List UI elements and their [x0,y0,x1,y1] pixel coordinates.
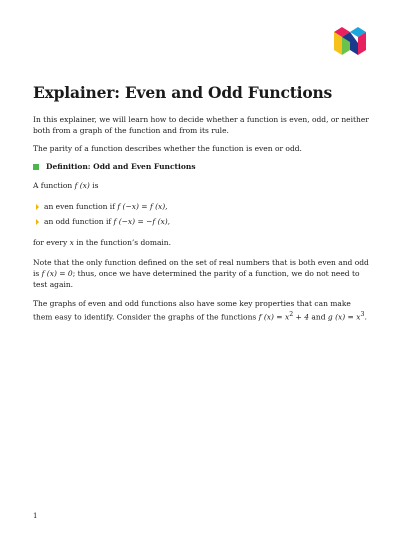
math-f-exp: 2 [289,311,294,318]
domain-prefix: for every [33,238,68,247]
graphs-end: . [364,312,367,322]
math-x: x [69,238,74,247]
domain-paragraph [33,237,369,248]
definition-list [33,201,369,227]
odd-item-math: f (−x) = −f (x), [113,217,171,226]
bullet-triangle-icon [36,219,39,225]
green-square-icon [33,164,39,170]
bullet-triangle-icon [36,204,39,210]
graphs-paragraph [33,298,369,323]
nagwa-logo [334,25,366,55]
math-f-rhs: + 4 [293,312,309,322]
parity-paragraph: The parity of a function describes whether the function is even or odd. [33,144,302,153]
odd-item-text: an odd function if [44,217,112,226]
page-title: Explainer: Even and Odd Functions [33,83,333,102]
math-g-lhs: g (x) = x [327,312,361,322]
page-number: 1 [33,512,38,520]
page-content [33,84,369,323]
graphs-text: The graphs of even and odd functions also have some key properties that can make them easy to identify. Consider the graphs of the functions [33,299,351,322]
definition-heading [33,162,369,171]
definition-intro-text: A function [33,181,73,190]
math-f-lhs: f (x) = x [258,312,290,322]
note-math: f (x) = 0 [41,269,73,278]
note-text-1: Note that the only function defined on the set of real numbers that is both even and odd is [33,258,369,278]
even-item-math: f (−x) = f (x), [117,202,168,211]
math-g-exp: 3 [360,311,365,318]
definition-title: Definition: Odd and Even Functions [46,162,196,171]
even-item-text: an even function if [44,202,115,211]
definition-intro-is: is [92,181,99,190]
graphs-and: and [311,312,326,322]
definition-intro [33,180,369,191]
intro-paragraph: In this explainer, we will learn how to decide whether a function is even, odd, or neither both from a graph of the function and from its rule. [33,115,369,135]
math-fx: f (x) [74,181,90,190]
note-text-2: ; thus, once we have determined the parity of a function, we do not need to test again. [33,269,360,289]
list-item [33,201,369,212]
note-paragraph [33,257,369,290]
list-item [33,216,369,227]
domain-suffix: in the function’s domain. [76,238,172,247]
